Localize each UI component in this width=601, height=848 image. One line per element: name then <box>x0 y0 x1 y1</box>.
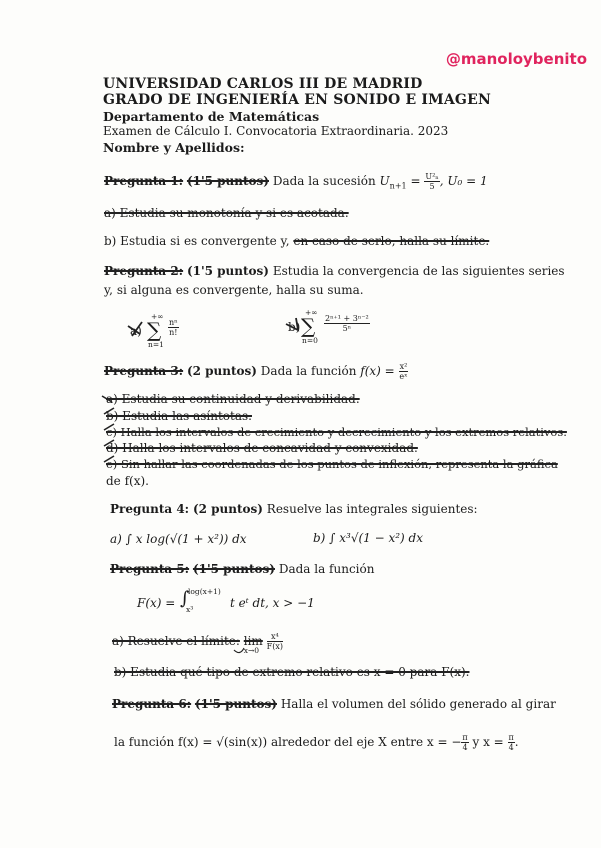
q6-text: Halla el volumen del sólido generado al girar <box>280 697 556 711</box>
q2-b-upper: +∞ <box>305 308 318 317</box>
q6-title: Pregunta 6: <box>112 697 192 711</box>
q5-title: Pregunta 5: <box>110 562 190 576</box>
q1-frac-den: 5 <box>429 182 435 191</box>
q5-int-upper: log(x+1) <box>188 587 221 596</box>
q6-frac2-den: 4 <box>508 743 514 752</box>
q2-a-num: nⁿ <box>169 318 178 327</box>
q1-item-b-struck: en caso de serlo, halla su límite. <box>293 234 490 248</box>
q3-item-c: c) Halla los intervalos de crecimiento y decrecimiento y los extremos relativos. <box>106 425 567 439</box>
q3-item-e: e) Sin hallar las coordenadas de los puntos de inflexión, representa la gráfica <box>106 457 558 471</box>
q4-text: Resuelve las integrales siguientes: <box>266 502 478 516</box>
q1-points: (1'5 puntos) <box>186 174 269 188</box>
q2b-check-mark <box>286 318 298 330</box>
q3-frac-num: x² <box>399 362 408 371</box>
q2-b-sigma: ∑ <box>301 314 316 338</box>
q1-item-a: a) Estudia su monotonía y si es acotada. <box>104 206 349 220</box>
q6-text2-a: la función f(x) = √(sin(x)) alrededor del eje X entre x = − <box>114 735 462 749</box>
q3-text: Dada la función <box>260 364 357 378</box>
q2-title: Pregunta 2: <box>104 264 184 278</box>
q3-points: (2 puntos) <box>186 364 257 378</box>
q5-integrand: t eᵗ dt, x > −1 <box>230 596 315 610</box>
q1-statement: Pregunta 1: (1'5 puntos) Dada la sucesión $U_{n+1}$ = $\frac{\text{U²ₙ}}{5}$ , U₀ = 1 <box>104 172 488 191</box>
q6-text2-c: . <box>514 735 519 749</box>
exam-title: Examen de Cálculo I. Convocatoria Extraordinaria. 2023 <box>103 124 449 138</box>
q5-scribble <box>234 648 244 653</box>
q2-b-num: 2ⁿ⁺¹ + 3ⁿ⁻² <box>325 314 369 323</box>
q2a-check-mark <box>128 322 142 336</box>
q5-points: (1'5 puntos) <box>192 562 275 576</box>
q6-points: (1'5 puntos) <box>194 697 277 711</box>
q5-formula-left: F(x) = <box>137 596 176 610</box>
q3-frac-den: eˣ <box>399 372 408 381</box>
q5-int-lower: x³ <box>186 605 194 614</box>
q2-b-lower: n=0 <box>302 336 318 345</box>
q2-item-a-label: a) <box>130 324 142 338</box>
q4-title: Pregunta 4: <box>110 502 190 516</box>
q2-text2: y, si alguna es convergente, halla su suma. <box>104 283 364 297</box>
q2-a-sigma: ∑ <box>147 318 162 342</box>
q2-item-b-label: b) <box>288 320 301 334</box>
q2-text: Estudia la convergencia de las siguientes series <box>272 264 565 278</box>
q2-a-den: n! <box>169 328 178 337</box>
q6-frac1-den: 4 <box>462 743 468 752</box>
q2-a-lower: n=1 <box>148 340 164 349</box>
q1-frac-num: U²ₙ <box>425 172 439 181</box>
q1-item-b-prefix: b) Estudia si es convergente y, <box>104 234 294 248</box>
q5-lim-num: x⁴ <box>267 632 283 642</box>
q2-b-den: 5ⁿ <box>342 324 352 333</box>
q5-lim-den: F(x) <box>266 642 283 651</box>
university-title: UNIVERSIDAD CARLOS III DE MADRID <box>103 76 423 92</box>
department-title: Departamento de Matemáticas <box>103 109 320 124</box>
name-label: Nombre y Apellidos: <box>103 140 245 155</box>
q5-text: Dada la función <box>278 562 375 576</box>
q1-formula-tail: , U₀ = 1 <box>439 174 488 188</box>
q3-title: Pregunta 3: <box>104 364 184 378</box>
q1-formula-sub: n+1 <box>389 181 407 191</box>
watermark: @manoloybenito <box>445 50 587 68</box>
q5-lim-word: lim <box>243 634 263 648</box>
q5-item-b: b) Estudia qué tipo de extremo relativo es x = 0 para F(x). <box>114 665 470 679</box>
q4-item-a: a) ∫ x log(√(1 + x²)) dx <box>110 532 247 546</box>
q5-item-a-prefix: a) Resuelve el límite: <box>112 634 240 648</box>
q1-text: Dada la sucesión <box>272 174 376 188</box>
q3-item-e-tail: de f(x). <box>106 474 149 488</box>
q3-formula: f(x) = <box>360 364 395 378</box>
q2-a-upper: +∞ <box>151 312 164 321</box>
q3-item-a: a) Estudia su continuidad y derivabilidad. <box>106 392 360 406</box>
q5-integral-sign: ∫ <box>180 588 190 609</box>
degree-title: GRADO DE INGENIERÍA EN SONIDO E IMAGEN <box>103 92 491 108</box>
q2-points: (1'5 puntos) <box>186 264 269 278</box>
q3-item-d: d) Halla los intervalos de concavidad y convexidad. <box>106 441 418 455</box>
q3-check-marks <box>102 396 114 462</box>
q1-formula-lhs: U <box>379 174 390 188</box>
q5-lim-sub: x→0 <box>243 646 260 655</box>
q6-frac1-num: π <box>462 733 468 742</box>
q4-points: (2 puntos) <box>192 502 263 516</box>
q6-frac2-num: π <box>508 733 514 742</box>
q3-item-b: b) Estudia las asíntotas. <box>106 409 252 423</box>
q4-item-b: b) ∫ x³√(1 − x²) dx <box>313 531 423 545</box>
q1-title: Pregunta 1: <box>104 174 184 188</box>
q6-text2-b: y x = <box>468 735 508 749</box>
